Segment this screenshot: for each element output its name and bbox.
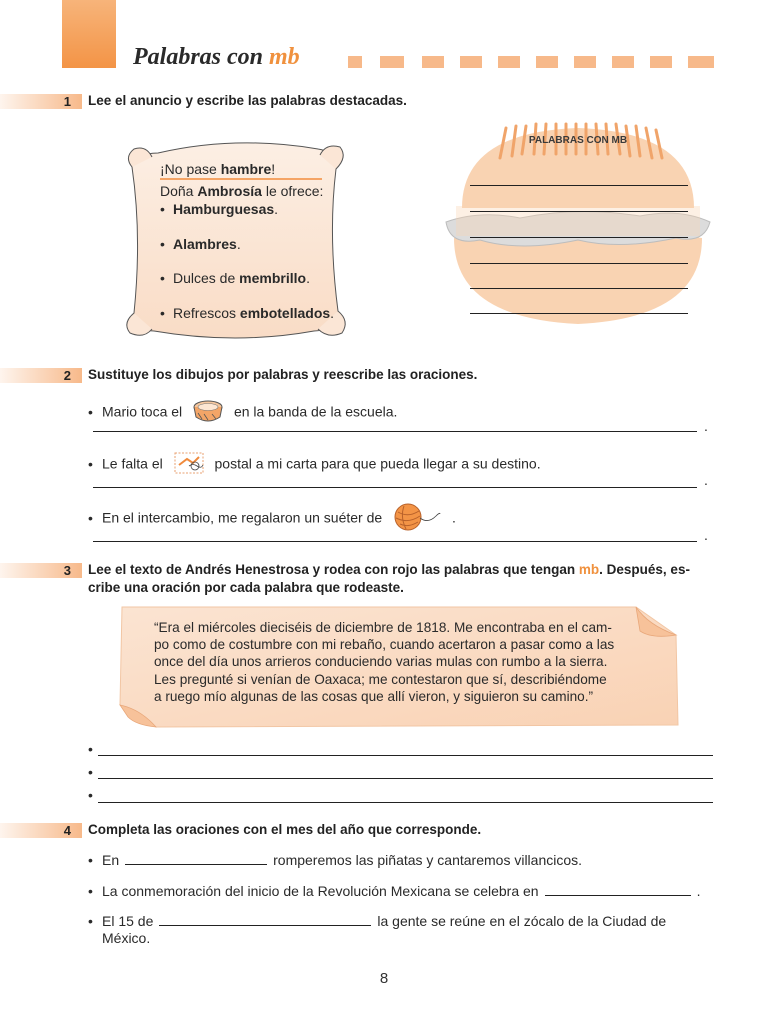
period: . [704, 418, 708, 434]
answer-line[interactable] [93, 431, 697, 432]
ad-underline [160, 178, 322, 180]
ad-item: • Hamburguesas. [160, 201, 279, 217]
answer-line[interactable] [93, 487, 697, 488]
section-3-bar [0, 563, 82, 578]
quote-paper [116, 605, 680, 730]
mb-accent: mb [578, 562, 600, 577]
quote-text: “Era el miércoles dieciséis de diciembre de 1818. Me encontraba en el cam- po como de costumbre con mi rebaño, cuando acertaron a pasar como a las once del día unos arrieros conduciendo varias mulas con rumbo a la sierra. Les pregunté si venían de Oaxaca; me contestaron que sí, describiéndome a ruego mío algunas de las cosas que allí vieron, y siguieron su camino.” [154, 620, 615, 704]
section-1-bar [0, 94, 82, 109]
page-number: 8 [379, 970, 389, 987]
bullet: • [88, 764, 93, 780]
period: . [704, 472, 708, 488]
sentence-row: • En romperemos las piñatas y cantaremos villancicos. [88, 852, 583, 868]
answer-line[interactable] [470, 185, 688, 186]
section-4-instruction: Completa las oraciones con el mes del año que corresponde. [88, 822, 482, 837]
answer-line[interactable] [470, 288, 688, 289]
section-number: 4 [63, 823, 71, 838]
corner-decoration [62, 0, 116, 68]
section-number: 2 [63, 368, 71, 383]
burger-label: PALABRAS CON MB [528, 135, 628, 146]
yarn-ball-icon [392, 502, 442, 536]
sentence-row: • Mario toca el en la banda de la escuela. [88, 399, 397, 427]
fill-blank[interactable] [125, 850, 267, 865]
sentence-row: • En el intercambio, me regalaron un suéter de . [88, 502, 456, 536]
section-1-instruction: Lee el anuncio y escribe las palabras destacadas. [88, 93, 407, 108]
section-2-bar [0, 368, 82, 383]
section-number: 3 [63, 563, 71, 578]
fill-blank[interactable] [159, 911, 371, 926]
ad-item: • Dulces de membrillo. [160, 270, 310, 286]
answer-line[interactable] [470, 211, 688, 212]
answer-line[interactable] [470, 313, 688, 314]
section-number: 1 [63, 94, 71, 109]
ad-line-2: Doña Ambrosía le ofrece: [160, 183, 324, 199]
ad-item: • Refrescos embotellados. [160, 305, 335, 321]
period: . [704, 527, 708, 543]
advertisement-scroll [118, 135, 354, 343]
title-accent: mb [269, 44, 300, 70]
sentence-row: • La conmemoración del inicio de la Revolución Mexicana se celebra en . [88, 883, 701, 899]
drum-icon [192, 399, 224, 427]
ad-line-1: ¡No pase hambre! [160, 161, 276, 177]
answer-line[interactable] [98, 802, 713, 803]
sentence-continuation: México. [102, 930, 151, 946]
page-title: Palabras con mb [133, 44, 300, 70]
ad-item: • Alambres. [160, 236, 241, 252]
answer-line[interactable] [470, 237, 688, 238]
title-dash-decoration [348, 56, 714, 68]
stamp-icon [173, 451, 205, 479]
section-3-instruction: Lee el texto de Andrés Henestrosa y rodea con rojo las palabras que tengan mb. Después, es- cribe una oración por cada palabra que rodeaste. [88, 562, 690, 595]
answer-line[interactable] [98, 755, 713, 756]
answer-line[interactable] [93, 541, 697, 542]
answer-line[interactable] [470, 263, 688, 264]
hamburger-illustration [440, 118, 716, 330]
section-2-instruction: Sustituye los dibujos por palabras y reescribe las oraciones. [88, 367, 478, 382]
bullet: • [88, 787, 93, 803]
sentence-row: • El 15 de la gente se reúne en el zócalo de la Ciudad de [88, 913, 667, 929]
fill-blank[interactable] [545, 881, 691, 896]
answer-line[interactable] [98, 778, 713, 779]
sentence-row: • Le falta el postal a mi carta para que pueda llegar a su destino. [88, 451, 541, 479]
bullet: • [88, 741, 93, 757]
section-4-bar [0, 823, 82, 838]
